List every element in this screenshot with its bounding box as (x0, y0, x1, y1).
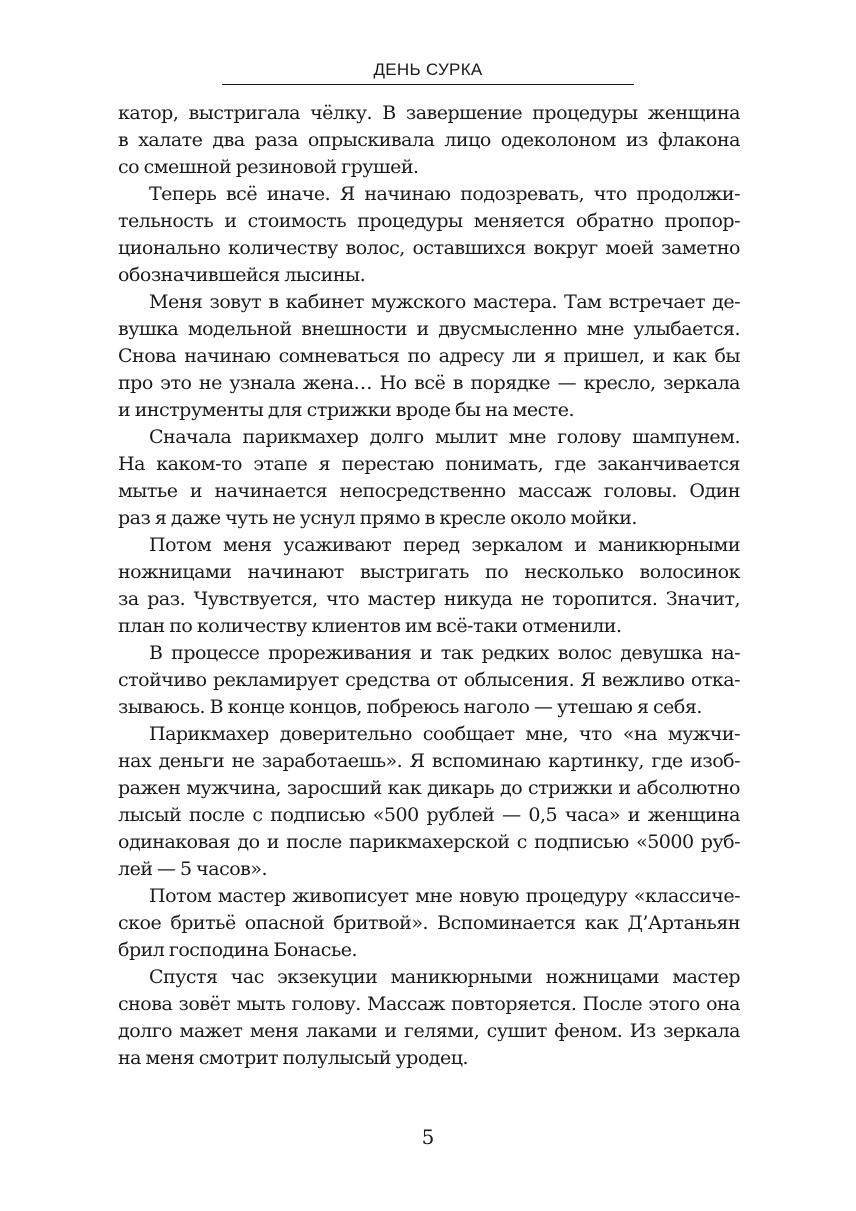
header-divider (222, 84, 634, 85)
text-line: одинаковая до и после парикмахерской с подписью «5000 руб- (118, 831, 740, 853)
text-line: про это не узнала жена… Но всё в порядке — кресло, зеркала (118, 372, 740, 394)
text-line: Теперь всё иначе. Я начинаю подозревать, что продолжи- (149, 183, 740, 205)
text-line: в халате два раза опрыскивала лицо одеколоном из флакона (118, 129, 740, 151)
text-line: брил господина Бонасье. (118, 939, 358, 961)
text-line: за раз. Чувствуется, что мастер никуда не торопится. Значит, (118, 588, 740, 610)
text-line: со смешной резиновой грушей. (118, 156, 419, 178)
text-line: мытье и начинается непосредственно массаж головы. Один (118, 480, 740, 502)
text-line: Сначала парикмахер долго мылит мне голову шампунем. (149, 426, 740, 448)
text-line: нах деньги не заработаешь». Я вспоминаю картинку, где изоб- (118, 750, 740, 772)
text-line: В процессе прореживания и так редких волос девушка на- (149, 642, 740, 664)
text-line: ское бритьё опасной бритвой». Вспоминается как Д’Артаньян (118, 912, 740, 934)
text-line: Потом меня усаживают перед зеркалом и маникюрными (149, 534, 740, 556)
text-line: стойчиво рекламирует средства от облысения. Я вежливо отка- (118, 669, 740, 691)
text-line: вушка модельной внешности и двусмысленно мне улыбается. (118, 318, 740, 340)
text-line: катор, выстригала чёлку. В завершение процедуры женщина (118, 102, 740, 124)
text-line: обозначившейся лысины. (118, 264, 366, 286)
running-header (222, 58, 634, 85)
text-line: лысый после с подписью «500 рублей — 0,5 часа» и женщина (118, 804, 740, 826)
text-line: раз я даже чуть не уснул прямо в кресле около мойки. (118, 507, 637, 529)
running-header-title: ДЕНЬ СУРКА (373, 60, 483, 79)
text-line: Парикмахер доверительно сообщает мне, что «на мужчи- (149, 723, 740, 745)
text-line: Снова начинаю сомневаться по адресу ли я пришел, и как бы (118, 345, 740, 367)
text-line: ножницами начинают выстригать по несколько волосинок (118, 561, 740, 583)
text-line: долго мажет меня лаками и гелями, сушит феном. Из зеркала (118, 1020, 740, 1042)
text-line: на меня смотрит полулысый уродец. (118, 1047, 468, 1069)
text-line: снова зовёт мыть голову. Массаж повторяется. После этого она (118, 993, 740, 1015)
text-line: На каком-то этапе я перестаю понимать, где заканчивается (118, 453, 740, 475)
text-line: план по количеству клиентов им всё-таки отменили. (118, 615, 622, 637)
text-line: Потом мастер живописует мне новую процедуру «классиче- (149, 885, 740, 907)
text-line: зываюсь. В конце концов, побреюсь наголо — утешаю я себя. (118, 696, 702, 718)
page-number: 5 (421, 1125, 435, 1149)
text-line: Спустя час экзекуции маникюрными ножницами мастер (149, 966, 740, 988)
text-line: тельность и стоимость процедуры меняется обратно пропор- (118, 210, 740, 232)
text-line: Меня зовут в кабинет мужского мастера. Там встречает де- (149, 291, 740, 313)
text-line: ционально количеству волос, оставшихся вокруг моей заметно (118, 237, 740, 259)
text-line: лей — 5 часов». (118, 858, 268, 880)
text-line: ражен мужчина, заросший как дикарь до стрижки и абсолютно (118, 777, 740, 799)
text-line: и инструменты для стрижки вроде бы на месте. (118, 399, 575, 421)
body-text (118, 100, 740, 1072)
